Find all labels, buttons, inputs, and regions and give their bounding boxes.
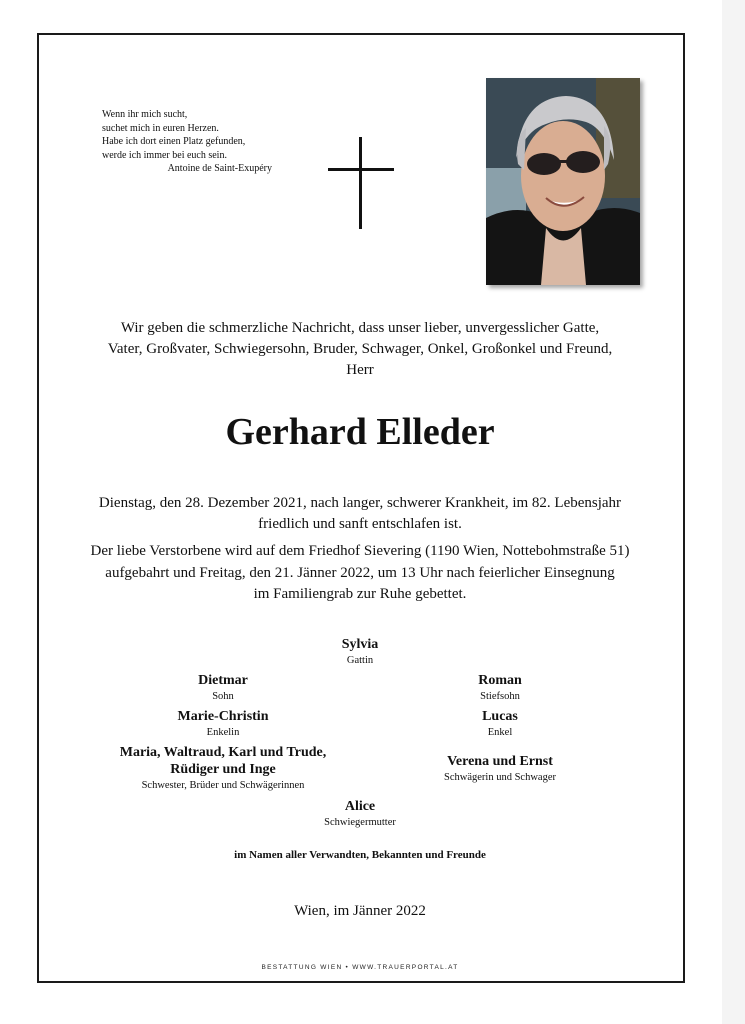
mourner-siblings	[98, 744, 348, 794]
funeral-notice-line: aufgebahrt und Freitag, den 21. Jänner 2022, um 13 Uhr nach feierlicher Einsegnung	[105, 564, 615, 581]
poem-author: Antoine de Saint-Exupéry	[167, 163, 272, 174]
mourner-role: Enkel	[487, 727, 513, 738]
mourner-role: Schwester, Brüder und Schwägerinnen	[141, 780, 305, 791]
mourner-name: Roman	[478, 673, 522, 688]
portrait-photo	[486, 78, 640, 285]
death-notice-line: friedlich und sanft entschlafen ist.	[258, 516, 462, 532]
mourner-name: Marie-Christin	[177, 709, 269, 724]
mourner-role: Schwägerin und Schwager	[444, 772, 556, 783]
death-notice-line: Dienstag, den 28. Dezember 2021, nach langer, schwerer Krankheit, im 82. Lebensjahr	[98, 495, 622, 511]
poem-line: Wenn ihr mich sucht,	[102, 109, 188, 120]
poem-quote	[102, 108, 272, 176]
announcement-line: Wir geben die schmerzliche Nachricht, dass unser lieber, unvergesslicher Gatte,	[120, 320, 600, 336]
announcement-line: Herr	[346, 362, 374, 378]
death-notice	[60, 493, 660, 535]
announcement-text	[60, 318, 660, 381]
mourner-role: Stiefsohn	[480, 691, 520, 702]
mourner-name: Sylvia	[341, 637, 379, 652]
poem-line: Habe ich dort einen Platz gefunden,	[102, 136, 246, 147]
mourner-role: Gattin	[346, 655, 374, 666]
mourner-role: Enkelin	[206, 727, 240, 738]
announcement-line: Vater, Großvater, Schwiegersohn, Bruder, Schwager, Onkel, Großonkel und Freund,	[107, 341, 613, 357]
mourner-verena-ernst	[390, 753, 610, 786]
mourner-name: Alice	[344, 799, 376, 814]
funeral-notice	[60, 541, 660, 606]
mourner-marie-christin	[123, 708, 323, 741]
mourner-roman	[400, 672, 600, 705]
cross-icon	[328, 137, 394, 229]
mourner-name: Verena und Ernst	[447, 754, 553, 769]
closing-line: im Namen aller Verwandten, Bekannten und Freunde	[234, 849, 486, 861]
funeral-notice-line: Der liebe Verstorbene wird auf dem Friedhof Sievering (1190 Wien, Nottebohmstraße 51)	[90, 543, 630, 559]
footer-credit: BESTATTUNG WIEN • WWW.TRAUERPORTAL.AT	[261, 964, 459, 971]
deceased-name: Gerhard Elleder	[225, 411, 495, 453]
mourner-role: Sohn	[212, 691, 234, 702]
mourner-lucas	[400, 708, 600, 741]
mourner-name: Maria, Waltraud, Karl und Trude,	[119, 745, 327, 760]
mourner-sylvia	[260, 636, 460, 669]
poem-line: suchet mich in euren Herzen.	[102, 122, 219, 134]
place-date: Wien, im Jänner 2022	[294, 903, 426, 919]
mourner-name: Rüdiger und Inge	[170, 762, 276, 777]
mourner-name: Lucas	[482, 709, 518, 724]
mourner-dietmar	[123, 672, 323, 705]
mourner-alice	[260, 798, 460, 831]
funeral-notice-line: im Familiengrab zur Ruhe gebettet.	[253, 586, 467, 602]
poem-line: werde ich immer bei euch sein.	[102, 149, 227, 161]
mourner-name: Dietmar	[198, 673, 248, 688]
mourner-role: Schwiegermutter	[324, 817, 396, 828]
